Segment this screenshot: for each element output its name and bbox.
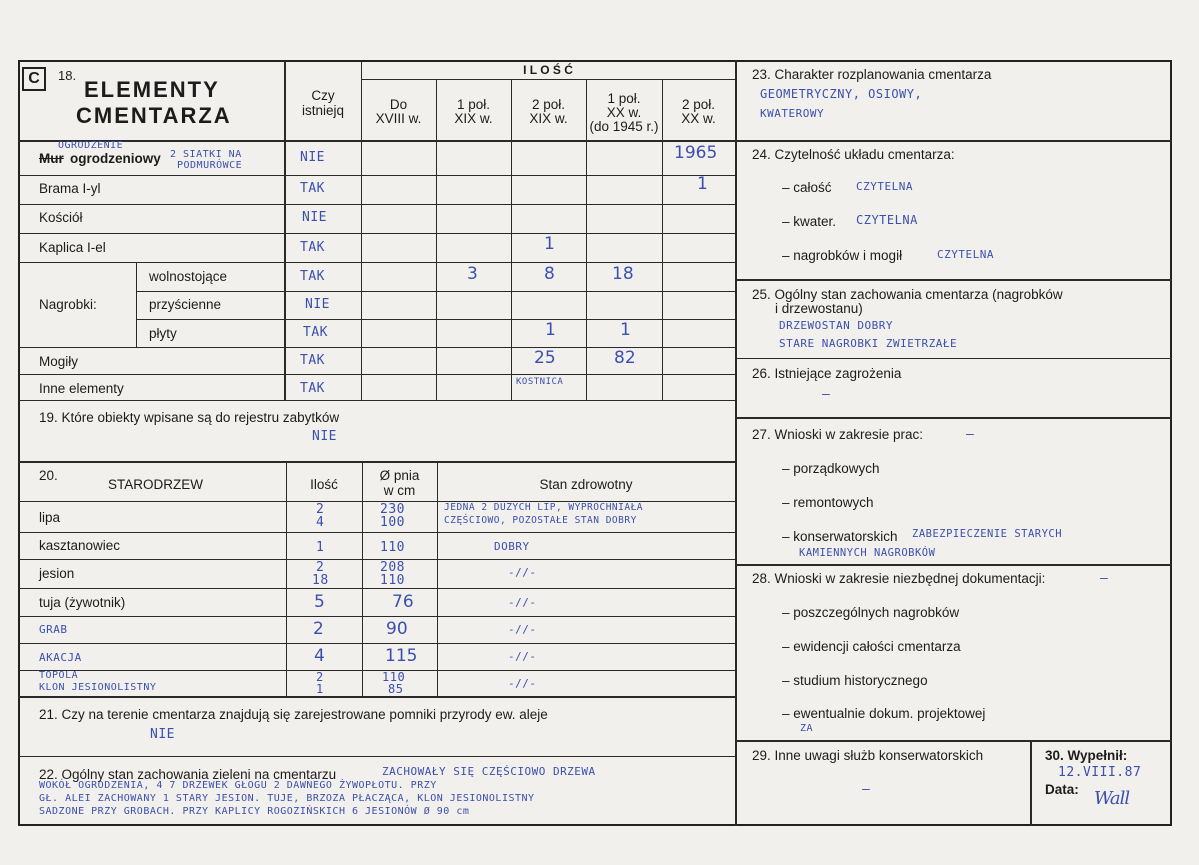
grid-line <box>136 262 137 347</box>
col-5-header-a: 2 poł. <box>681 97 716 112</box>
col-4-header-b: XX w. <box>606 105 642 120</box>
tree-topola-label: TOPOLA <box>39 670 79 681</box>
sec22-text-3: GŁ. ALEI ZACHOWANY 1 STARY JESION. TUJE, BRZOZA PŁACZĄCA, KLON JESIONOLISTNY <box>39 793 535 804</box>
col-4-header-c: (do 1945 r.) <box>589 119 659 134</box>
brama-label: Brama I-yl <box>39 181 101 196</box>
tree-akacja-qty: 4 <box>314 646 325 666</box>
kosciol-exists: NIE <box>302 210 327 225</box>
tree-tuja-qty: 5 <box>314 592 325 612</box>
tree-tuja-label: tuja (żywotnik) <box>39 595 126 610</box>
quantity-header: I L O Ś Ć <box>523 63 573 77</box>
grid-line <box>511 79 512 400</box>
sec30-date-label: Data: <box>1045 782 1079 797</box>
sec24-kwater: – kwater. <box>782 214 837 229</box>
sec27-porzadkowych: – porządkowych <box>782 461 880 476</box>
sec24-nagrobkow-value: CZYTELNA <box>937 248 994 261</box>
inne-label: Inne elementy <box>39 381 124 396</box>
sec27-remontowych: – remontowych <box>782 495 874 510</box>
grid-line <box>18 588 735 589</box>
grid-line <box>136 319 735 320</box>
tree-lipa-diam-2: 100 <box>380 515 405 530</box>
sec24-calosc: – całość <box>782 180 832 195</box>
sec21-answer: NIE <box>150 727 175 742</box>
sec30-date-value: 12.VIII.87 <box>1058 765 1142 780</box>
grid-line <box>735 279 1172 281</box>
grid-line <box>436 79 437 400</box>
sec29-answer: – <box>862 782 871 797</box>
tree-grab-qty: 2 <box>313 619 324 639</box>
mur-label-struck: Mur <box>39 151 64 166</box>
tree-lipa-qty-2: 4 <box>316 515 325 530</box>
col-2-header-a: 1 poł. <box>456 97 491 112</box>
sec29-label: 29. Inne uwagi służb konserwatorskich <box>752 748 984 763</box>
mur-value-2pol-xx: 1965 <box>674 143 718 163</box>
col-3-header-b: XIX w. <box>529 111 568 126</box>
grid-line <box>18 532 735 533</box>
wolnostojace-1pol-xx: 18 <box>612 264 634 284</box>
sec20-qty-header: Ilość <box>310 477 338 492</box>
sec20-title: STARODRZEW <box>108 477 203 492</box>
tree-jesion-label: jesion <box>39 566 75 581</box>
sec28-item-2: – ewidencji całości cmentarza <box>782 639 961 654</box>
mur-exists: NIE <box>300 150 325 165</box>
kaplica-value: 1 <box>544 234 555 254</box>
sec24-label: 24. Czytelność układu cmentarza: <box>752 147 955 162</box>
sec28-item-4: – ewentualnie dokum. projektowej <box>782 706 986 721</box>
col-5-header-b: XX w. <box>681 111 716 126</box>
plyty-exists: TAK <box>303 325 328 340</box>
tree-grab-diam: 90 <box>386 619 408 639</box>
wolnostojace-1pol-xix: 3 <box>467 264 478 284</box>
signature: Wall <box>1094 788 1130 809</box>
grid-line <box>284 60 286 400</box>
sec19-label: 19. Które obiekty wpisane są do rejestru zabytków <box>39 410 340 425</box>
tree-klon-label: KLON JESIONOLISTNY <box>39 682 157 693</box>
sec27-konserwatorskich-value-1: ZABEZPIECZENIE STARYCH <box>912 528 1063 540</box>
kaplica-exists: TAK <box>300 240 325 255</box>
tree-kasztanowiec-label: kasztanowiec <box>39 538 121 553</box>
sec23-answer-1: GEOMETRYCZNY, OSIOWY, <box>760 87 923 101</box>
mogily-label: Mogiły <box>39 354 79 369</box>
brama-exists: TAK <box>300 181 325 196</box>
sec22-text-4: SADZONE PRZY GROBACH. PRZY KAPLICY ROGOZIŃSKICH 6 JESIONÓW Ø 90 cm <box>39 806 470 817</box>
sec25-answer-2: STARE NAGROBKI ZWIETRZAŁE <box>779 337 958 350</box>
grid-line <box>361 79 735 80</box>
section-title-line1: ELEMENTY <box>84 77 220 102</box>
tree-kasztanowiec-diam: 110 <box>380 540 405 555</box>
grid-line <box>735 740 1172 742</box>
tree-tuja-diam: 76 <box>392 592 414 612</box>
grid-line <box>735 140 1172 142</box>
col-2-header-b: XIX w. <box>454 111 493 126</box>
tree-jesion-diam-2: 110 <box>380 573 405 588</box>
grid-line <box>18 559 735 560</box>
wolnostojace-2pol-xix: 8 <box>544 264 555 284</box>
grid-line <box>18 461 735 463</box>
inne-2pol-xix: KOSTNICA <box>516 377 564 387</box>
tree-topola-qty-2: 1 <box>316 682 324 696</box>
tree-akacja-label: AKACJA <box>39 651 82 664</box>
grid-line <box>437 461 438 696</box>
sec25-label-2: i drzewostanu) <box>775 301 863 316</box>
tree-lipa-label: lipa <box>39 510 61 525</box>
grid-line <box>662 79 663 400</box>
tree-topola-diam-1: 110 <box>382 670 406 684</box>
grid-line <box>735 564 1172 566</box>
tree-grab-label: GRAB <box>39 623 68 636</box>
column-divider <box>735 60 737 826</box>
grid-line <box>18 400 735 401</box>
sec28-item-4-value: ZA <box>800 723 814 734</box>
sec23-label: 23. Charakter rozplanowania cmentarza <box>752 67 992 82</box>
exists-header-2: istniejq <box>301 103 345 118</box>
sec24-kwater-value: CZYTELNA <box>856 213 918 227</box>
sec20-diameter-header-1: Ø pnia <box>379 468 420 483</box>
sec24-calosc-value: CZYTELNA <box>856 180 913 193</box>
grid-line <box>18 643 735 644</box>
tree-kasztanowiec-qty: 1 <box>316 540 325 555</box>
sec20-diameter-header-2: w cm <box>383 483 416 498</box>
tree-lipa-health-2: CZĘŚCIOWO, POZOSTAŁE STAN DOBRY <box>444 515 637 526</box>
plyty-1pol-xx: 1 <box>620 320 631 340</box>
col-3-header-a: 2 poł. <box>531 97 566 112</box>
przyscienne-label: przyścienne <box>149 297 222 312</box>
sec21-label: 21. Czy na terenie cmentarza znajdują się zarejestrowane pomniki przyrody ew. aleje <box>39 707 548 722</box>
sec30-label: 30. Wypełnił: <box>1045 748 1128 763</box>
tree-akacja-health: -//- <box>508 650 537 663</box>
sec27-konserwatorskich-value-2: KAMIENNYCH NAGROBKÓW <box>799 547 936 559</box>
sec27-dash: – <box>966 427 975 442</box>
grid-line <box>18 696 735 698</box>
tree-topola-health: -//- <box>508 677 537 690</box>
sec27-konserwatorskich: – konserwatorskich <box>782 529 898 544</box>
grid-line <box>362 461 363 696</box>
sec26-answer: – <box>822 387 831 402</box>
category-letter-box: C <box>22 67 46 91</box>
tree-lipa-qty-1: 2 <box>316 502 325 517</box>
tree-topola-diam-2: 85 <box>388 682 404 696</box>
grid-line <box>586 79 587 400</box>
mogily-exists: TAK <box>300 353 325 368</box>
grid-line <box>361 60 362 400</box>
col-1-header-b: XVIII w. <box>375 111 422 126</box>
sec28-item-3: – studium historycznego <box>782 673 928 688</box>
section-title-line2: CMENTARZA <box>76 103 232 128</box>
grid-line <box>735 358 1172 359</box>
col-4-header-a: 1 poł. <box>607 91 641 106</box>
grid-line <box>18 756 735 757</box>
divider <box>1030 740 1032 826</box>
section-number: 18. <box>58 68 77 83</box>
grid-line <box>735 417 1172 419</box>
plyty-2pol-xix: 1 <box>545 320 556 340</box>
tree-grab-health: -//- <box>508 623 537 636</box>
sec20-health-header: Stan zdrowotny <box>539 477 633 492</box>
exists-header-1: Czy <box>311 88 335 103</box>
sec23-answer-2: KWATEROWY <box>760 107 825 120</box>
sec20-number: 20. <box>39 468 58 483</box>
przyscienne-exists: NIE <box>305 297 330 312</box>
grid-line <box>18 616 735 617</box>
grid-line <box>136 291 735 292</box>
mur-handwriting-2: 2 SIATKI NA <box>170 149 242 160</box>
brama-value: 1 <box>697 174 708 194</box>
mur-label: ogrodzeniowy <box>70 151 161 166</box>
sec25-answer-1: DRZEWOSTAN DOBRY <box>779 319 893 332</box>
wolnostojace-label: wolnostojące <box>149 269 228 284</box>
sec28-item-1: – poszczególnych nagrobków <box>782 605 960 620</box>
grid-line <box>18 233 735 234</box>
tree-kasztanowiec-health: DOBRY <box>494 540 530 553</box>
tree-tuja-health: -//- <box>508 596 537 609</box>
sec22-text-2: WOKÓŁ OGRODZENIA, 4 7 DRZEWEK GŁOGU 2 DAWNEGO ŻYWOPŁOTU. PRZY <box>39 780 437 791</box>
sec19-answer: NIE <box>312 429 337 444</box>
mogily-1pol-xx: 82 <box>614 348 636 368</box>
mogily-2pol-xix: 25 <box>534 348 556 368</box>
grid-line <box>18 374 735 375</box>
nagrobki-label: Nagrobki: <box>39 297 97 312</box>
tree-jesion-qty-2: 18 <box>312 573 329 588</box>
tree-jesion-qty-1: 2 <box>316 560 325 575</box>
sec22-label: 22. Ogólny stan zachowania zieleni na cmentarzu <box>39 767 337 782</box>
inne-exists: TAK <box>300 381 325 396</box>
grid-line <box>18 140 735 142</box>
sec28-dash: – <box>1100 571 1109 586</box>
tree-lipa-diam-1: 230 <box>380 502 405 517</box>
grid-line <box>286 461 287 696</box>
plyty-label: płyty <box>149 326 177 341</box>
sec24-nagrobkow: – nagrobków i mogił <box>782 248 903 263</box>
sec28-label: 28. Wnioski w zakresie niezbędnej dokumentacji: <box>752 571 1046 586</box>
mur-handwriting-1: OGRODZENIE <box>58 140 124 151</box>
col-1-header-a: Do <box>389 97 408 112</box>
grid-line <box>18 670 735 671</box>
grid-line <box>18 175 735 176</box>
tree-akacja-diam: 115 <box>385 646 418 666</box>
wolnostojace-exists: TAK <box>300 269 325 284</box>
kosciol-label: Kościół <box>39 210 83 225</box>
sec25-label-1: 25. Ogólny stan zachowania cmentarza (nagrobków <box>752 287 1063 302</box>
kaplica-label: Kaplica I-el <box>39 240 106 255</box>
tree-jesion-health: -//- <box>508 566 537 579</box>
tree-lipa-health-1: JEDNA 2 DUŻYCH LIP, WYPRÓCHNIAŁA <box>444 502 644 513</box>
grid-line <box>18 262 735 263</box>
tree-topola-qty-1: 2 <box>316 670 324 684</box>
sec22-text-1: ZACHOWAŁY SIĘ CZĘŚCIOWO DRZEWA <box>382 765 596 778</box>
tree-jesion-diam-1: 208 <box>380 560 405 575</box>
sec26-label: 26. Istniejące zagrożenia <box>752 366 902 381</box>
mur-handwriting-3: PODMURÓWCE <box>177 160 243 171</box>
grid-line <box>18 204 735 205</box>
sec27-label: 27. Wnioski w zakresie prac: <box>752 427 924 442</box>
